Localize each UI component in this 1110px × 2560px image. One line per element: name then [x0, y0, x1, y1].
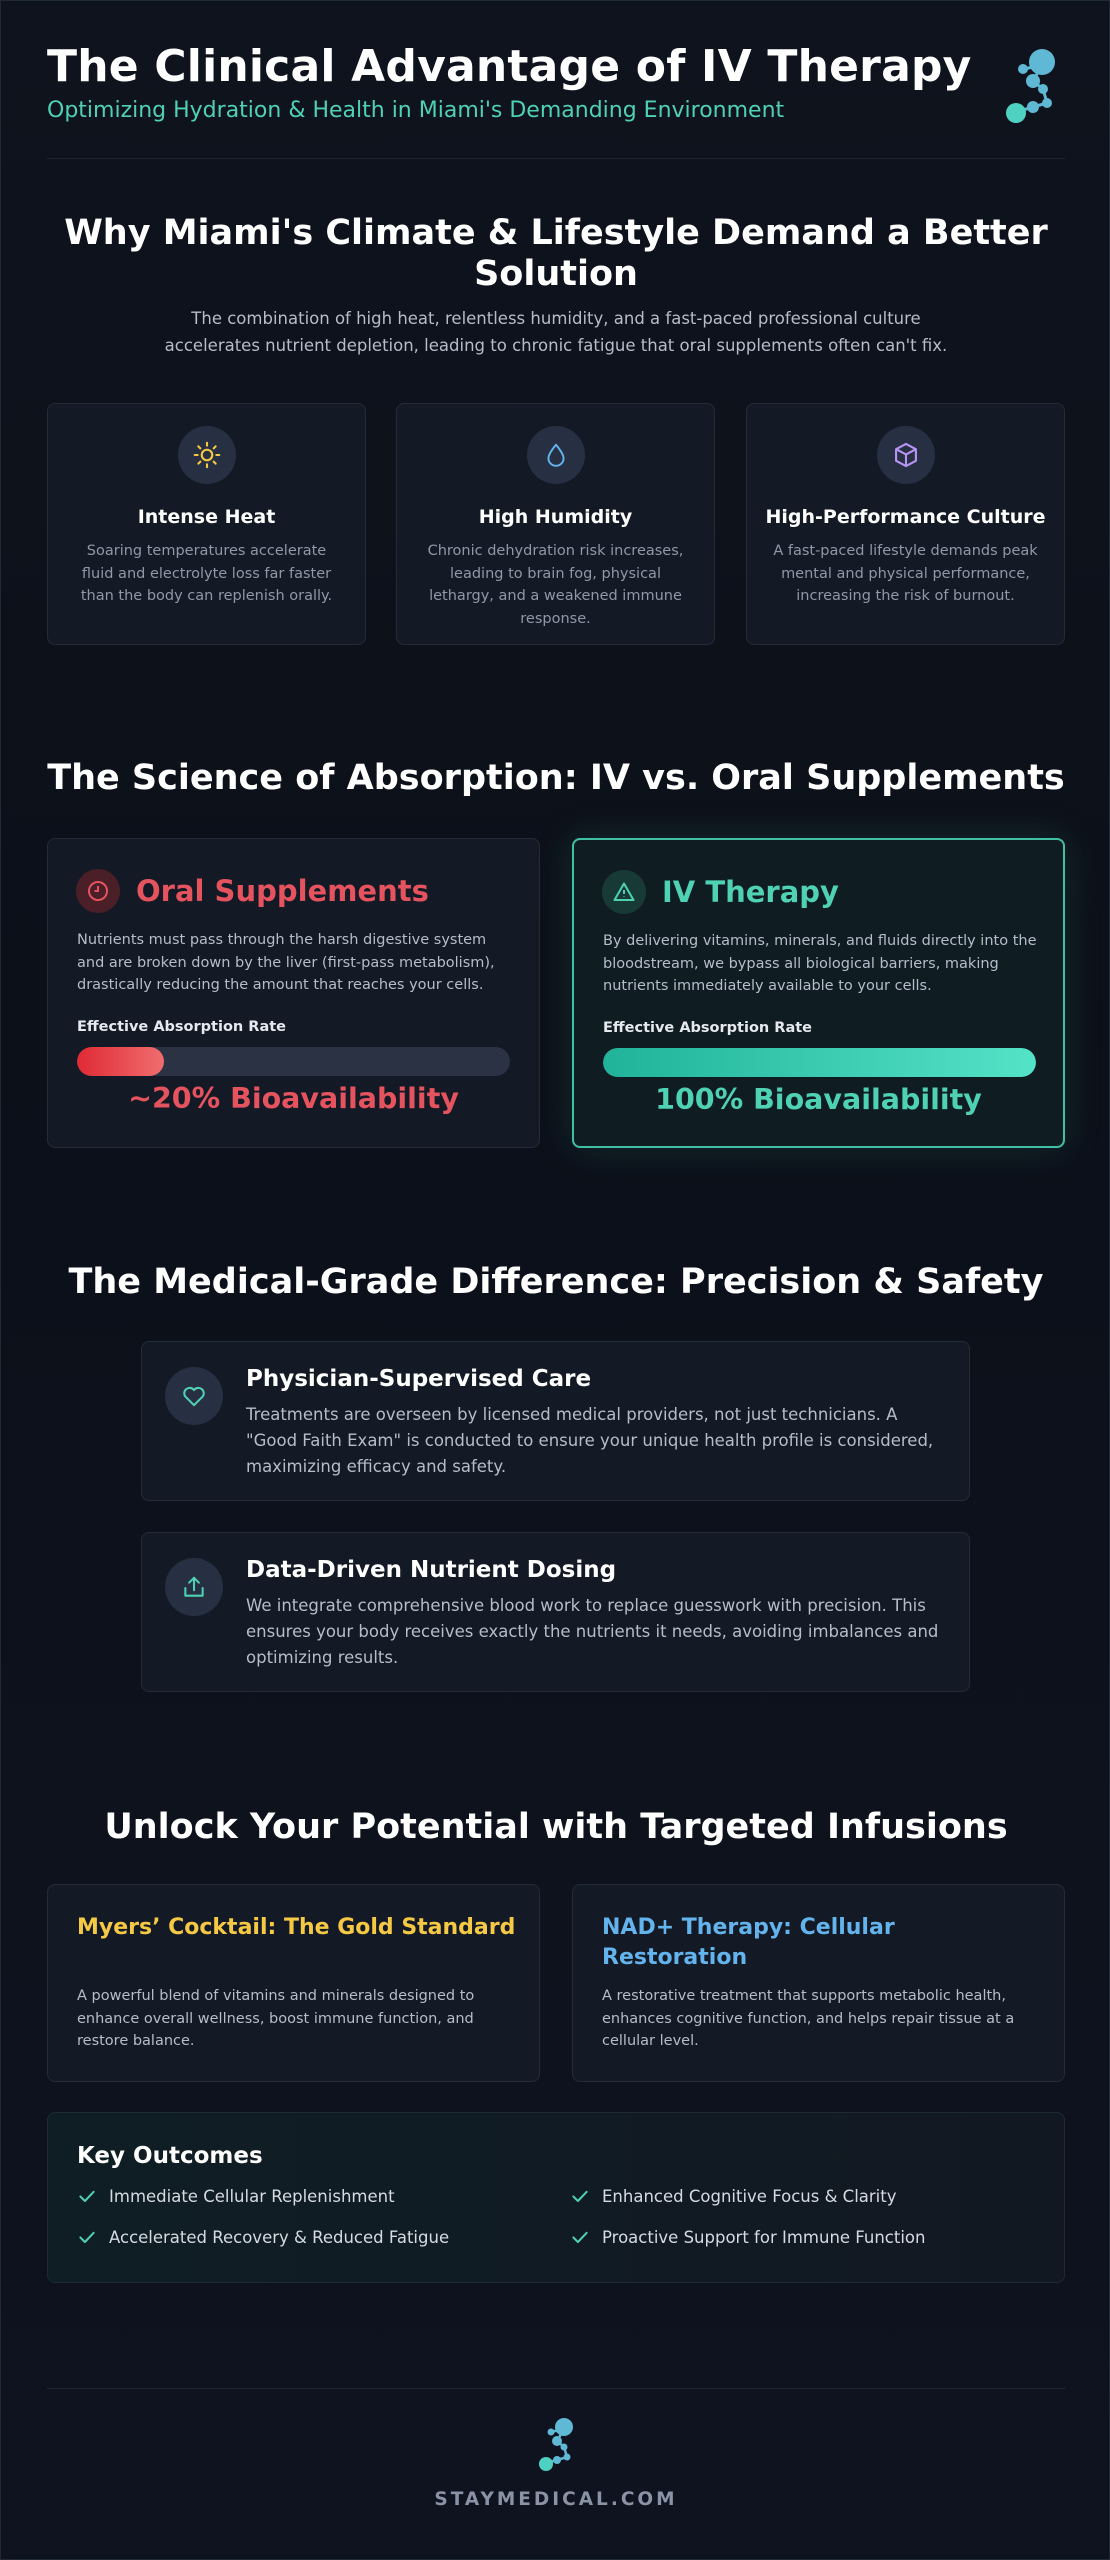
- climate-card-culture: [746, 403, 1065, 645]
- climate-card-title: High-Performance Culture: [765, 506, 1046, 528]
- iv-absorption-bar: [603, 1048, 1036, 1077]
- infusion-card-myers: [47, 1884, 540, 2082]
- check-icon: [77, 2186, 97, 2206]
- molecule-logo-icon: [1001, 47, 1061, 127]
- infusion-card-text: A powerful blend of vitamins and minerals designed to enhance overall wellness, boost immune function, and restore balance.: [77, 1988, 475, 2049]
- check-icon: [77, 2227, 97, 2247]
- climate-card-text: A fast-paced lifestyle demands peak mental and physical performance, increasing the risk of burnout.: [773, 543, 1038, 604]
- page-subtitle: Optimizing Hydration & Health in Miami's Demanding Environment: [47, 98, 785, 123]
- climate-section-title: Why Miami's Climate & Lifestyle Demand a Better Solution: [64, 213, 1048, 295]
- oral-description: Nutrients must pass through the harsh digestive system and are broken down by the liver (first-pass metabolism), drastically reducing the amount that reaches your cells.: [77, 932, 495, 993]
- medical-item-text: We integrate comprehensive blood work to replace guesswork with precision. This ensures your body receives exactly the nutrients it needs, avoiding imbalances and optimizing results.: [246, 1596, 939, 1667]
- molecule-logo-icon: [536, 2417, 576, 2473]
- infusion-card-text: A restorative treatment that supports metabolic health, enhances cognitive function, and helps repair tissue at a cellular level.: [602, 1988, 1015, 2049]
- absorption-section-title: The Science of Absorption: IV vs. Oral Supplements: [47, 758, 1065, 798]
- outcome-label: Enhanced Cognitive Focus & Clarity: [602, 2186, 897, 2206]
- medical-item-title: Physician-Supervised Care: [246, 1366, 592, 1392]
- medical-item-text: Treatments are overseen by licensed medical providers, not just technicians. A "Good Faith Exam" is conducted to ensure your unique health profile is considered, maximizing efficacy and safety.: [246, 1405, 934, 1476]
- oral-absorption-bar: [77, 1047, 510, 1076]
- outcome-item: [77, 2186, 395, 2206]
- cube-icon: [877, 426, 935, 484]
- iv-absorption-fill: [603, 1048, 1036, 1077]
- infusion-card-title: Myers’ Cocktail: The Gold Standard: [77, 1915, 516, 1940]
- outcome-label: Accelerated Recovery & Reduced Fatigue: [109, 2227, 450, 2247]
- droplet-icon: [527, 426, 585, 484]
- iv-title: IV Therapy: [662, 875, 839, 909]
- iv-rate-label: Effective Absorption Rate: [603, 1020, 812, 1036]
- medical-section-title: The Medical-Grade Difference: Precision & Safety: [68, 1262, 1044, 1302]
- footer-brand[interactable]: STAYMEDICAL.COM: [434, 2489, 678, 2510]
- outcome-item: [570, 2186, 897, 2206]
- oral-bioavailability: ~20% Bioavailability: [128, 1082, 459, 1115]
- medical-item-title: Data-Driven Nutrient Dosing: [246, 1557, 617, 1583]
- page-title: The Clinical Advantage of IV Therapy: [47, 41, 972, 92]
- infusion-card-nad: [572, 1884, 1065, 2082]
- climate-card-title: Intense Heat: [137, 506, 276, 528]
- heart-icon: [165, 1367, 223, 1425]
- sun-icon: [178, 426, 236, 484]
- clock-icon: [76, 869, 120, 913]
- share-upload-icon: [165, 1558, 223, 1616]
- outcome-label: Immediate Cellular Replenishment: [109, 2186, 395, 2206]
- oral-rate-label: Effective Absorption Rate: [77, 1019, 286, 1035]
- footer-divider: [47, 2388, 1065, 2389]
- iv-bioavailability: 100% Bioavailability: [655, 1083, 982, 1116]
- key-outcomes-panel: [47, 2112, 1065, 2283]
- iv-therapy-card: [572, 838, 1065, 1148]
- climate-card-text: Chronic dehydration risk increases, leading to brain fog, physical lethargy, and a weakened immune response.: [427, 543, 684, 627]
- climate-card-title: High Humidity: [478, 506, 633, 528]
- iv-description: By delivering vitamins, minerals, and fluids directly into the bloodstream, we bypass all biological barriers, making nutrients immediately available to your cells.: [603, 933, 1037, 994]
- header: [47, 41, 1065, 159]
- oral-supplements-card: [47, 838, 540, 1148]
- oral-absorption-fill: [77, 1047, 164, 1076]
- climate-card-heat: [47, 403, 366, 645]
- outcome-item: [77, 2227, 449, 2247]
- climate-card-text: Soaring temperatures accelerate fluid and electrolyte loss far faster than the body can replenish orally.: [80, 543, 333, 604]
- check-icon: [570, 2227, 590, 2247]
- climate-card-humidity: [396, 403, 715, 645]
- check-icon: [570, 2186, 590, 2206]
- infusion-card-title: NAD+ Therapy: Cellular Restoration: [602, 1915, 895, 1970]
- infusions-section-title: Unlock Your Potential with Targeted Infusions: [104, 1807, 1008, 1847]
- key-outcomes-title: Key Outcomes: [77, 2143, 263, 2169]
- warning-triangle-icon: [602, 870, 646, 914]
- medical-item-dosing: [141, 1532, 970, 1692]
- outcome-item: [570, 2227, 925, 2247]
- outcome-label: Proactive Support for Immune Function: [602, 2227, 926, 2247]
- oral-title: Oral Supplements: [136, 874, 429, 908]
- medical-item-physician: [141, 1341, 970, 1501]
- climate-description: The combination of high heat, relentless humidity, and a fast-paced professional culture accelerates nutrient depletion, leading to chronic fatigue that oral supplements often can't fix.: [164, 309, 948, 355]
